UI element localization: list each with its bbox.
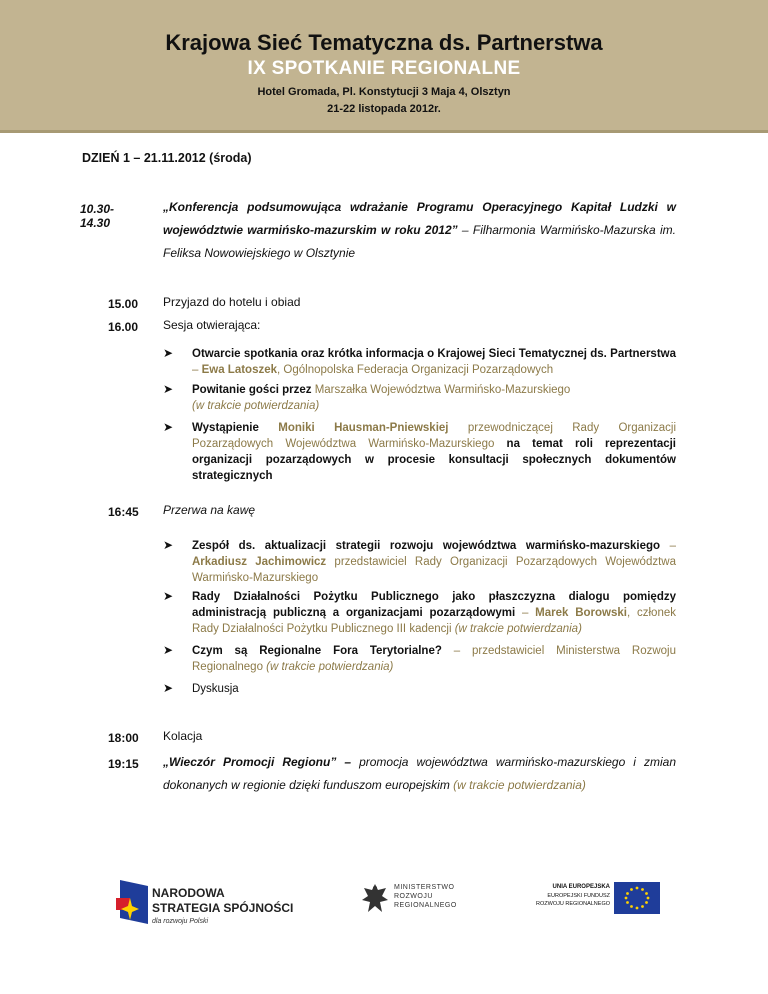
agenda-time: 10.30-14.30: [80, 202, 115, 230]
nss-text-line1: NARODOWA: [152, 886, 225, 900]
nss-emblem-icon: [112, 876, 152, 928]
mrr-text-line3: REGIONALNEGO: [394, 902, 457, 909]
agenda-time: 15.00: [108, 297, 139, 311]
bullet-text: Wystąpienie Moniki Hausman-Pniewskiej przewodniczącej Rady Organizacji Pozarządowych Województwa Warmińsko-Mazurskiego na temat roli reprezentacji organizacji pozarządowych w procesie konsultacji społecznych dokumentów strategicznych: [192, 422, 677, 482]
document-title: Krajowa Sieć Tematyczna ds. Partnerstwa: [165, 30, 603, 55]
arrow-bullet-icon: ➤: [163, 681, 174, 695]
bullet-text: Rady Działalności Pożytku Publicznego jako płaszczyzna dialogu pomiędzy administracją publiczną a organizacjami pozarządowymi – Marek Borowski, członek Rady Działalności Pożytku Publicznego III kadencji (w trakcie potwierdzania): [192, 591, 676, 635]
day-heading: DZIEŃ 1 – 21.11.2012 (środa): [82, 151, 252, 165]
eagle-emblem-icon: [360, 882, 390, 918]
mrr-logo: [360, 882, 480, 922]
bullet-text: Powitanie gości przez Marszałka Województwa Warmińsko-Mazurskiego (w trakcie potwierdzania): [192, 384, 571, 412]
agenda-item-conference: [163, 196, 676, 265]
arrow-bullet-icon: ➤: [163, 589, 174, 603]
bullet-text: Dyskusja: [192, 683, 239, 695]
agenda-time: 19:15: [108, 757, 139, 771]
eu-text-line3: ROZWOJU REGIONALNEGO: [536, 901, 610, 907]
arrow-bullet-icon: ➤: [163, 538, 174, 552]
agenda-time: 16.00: [108, 320, 139, 334]
bullet-text: Zespół ds. aktualizacji strategii rozwoju województwa warmińsko-mazurskiego – Arkadiusz Jachimowicz przedstawiciel Rady Organizacji Pozarządowych Województwa Warmińsko-Mazurskiego: [192, 540, 677, 584]
eu-flag-icon: [614, 882, 660, 914]
header-banner: [0, 0, 768, 133]
nss-text-line2: STRATEGIA SPÓJNOŚCI: [152, 901, 294, 915]
arrow-bullet-icon: ➤: [163, 346, 174, 360]
agenda-time: 16:45: [108, 505, 139, 519]
eu-text-line1: UNIA EUROPEJSKA: [552, 884, 610, 890]
arrow-bullet-icon: ➤: [163, 420, 174, 434]
eu-logo: [528, 882, 668, 922]
agenda-item-text: Przyjazd do hotelu i obiad: [163, 295, 301, 309]
footer-logos: [0, 860, 768, 960]
mrr-text-line2: ROZWOJU: [394, 893, 433, 900]
nss-logo: [112, 876, 292, 936]
mrr-text-line1: MINISTERSTWO: [394, 884, 455, 891]
arrow-bullet-icon: ➤: [163, 643, 174, 657]
eu-text-line2: EUROPEJSKI FUNDUSZ: [547, 893, 610, 899]
agenda-item-text: Przerwa na kawę: [163, 503, 256, 517]
agenda-item-promotion: „Wieczór Promocji Regionu” – promocja województwa warmińsko-mazurskiego i zmian dokonanych w regionie dzięki funduszom europejskim (w trakcie potwierdzania): [163, 755, 677, 792]
arrow-bullet-icon: ➤: [163, 382, 174, 396]
bullet-text: Czym są Regionalne Fora Terytorialne? – przedstawiciel Ministerstwa Rozwoju Regionalnego (w trakcie potwierdzania): [192, 645, 676, 673]
bullet-text: Otwarcie spotkania oraz krótka informacja o Krajowej Sieci Tematycznej ds. Partnerstwa – Ewa Latoszek, Ogólnopolska Federacja Organizacji Pozarządowych: [192, 348, 676, 376]
nss-tagline: dla rozwoju Polski: [152, 918, 209, 925]
agenda-item-text: Kolacja: [163, 729, 203, 743]
agenda-time: 18:00: [108, 731, 139, 745]
venue-line: Hotel Gromada, Pl. Konstytucji 3 Maja 4, Olsztyn: [257, 86, 511, 98]
conference-title: „Konferencja podsumowująca wdrażanie Programu Operacyjnego Kapitał Ludzki w województwie warmińsko-mazurskim w roku 2012”: [163, 200, 676, 237]
event-subtitle: IX SPOTKANIE REGIONALNE: [247, 58, 521, 79]
conference-venue: – Filharmonia Warmińsko-Mazurska im. Feliksa Nowowiejskiego w Olsztynie: [163, 223, 676, 260]
dates-line: 21-22 listopada 2012r.: [327, 103, 441, 115]
agenda-item-text: Sesja otwierająca:: [163, 318, 261, 332]
